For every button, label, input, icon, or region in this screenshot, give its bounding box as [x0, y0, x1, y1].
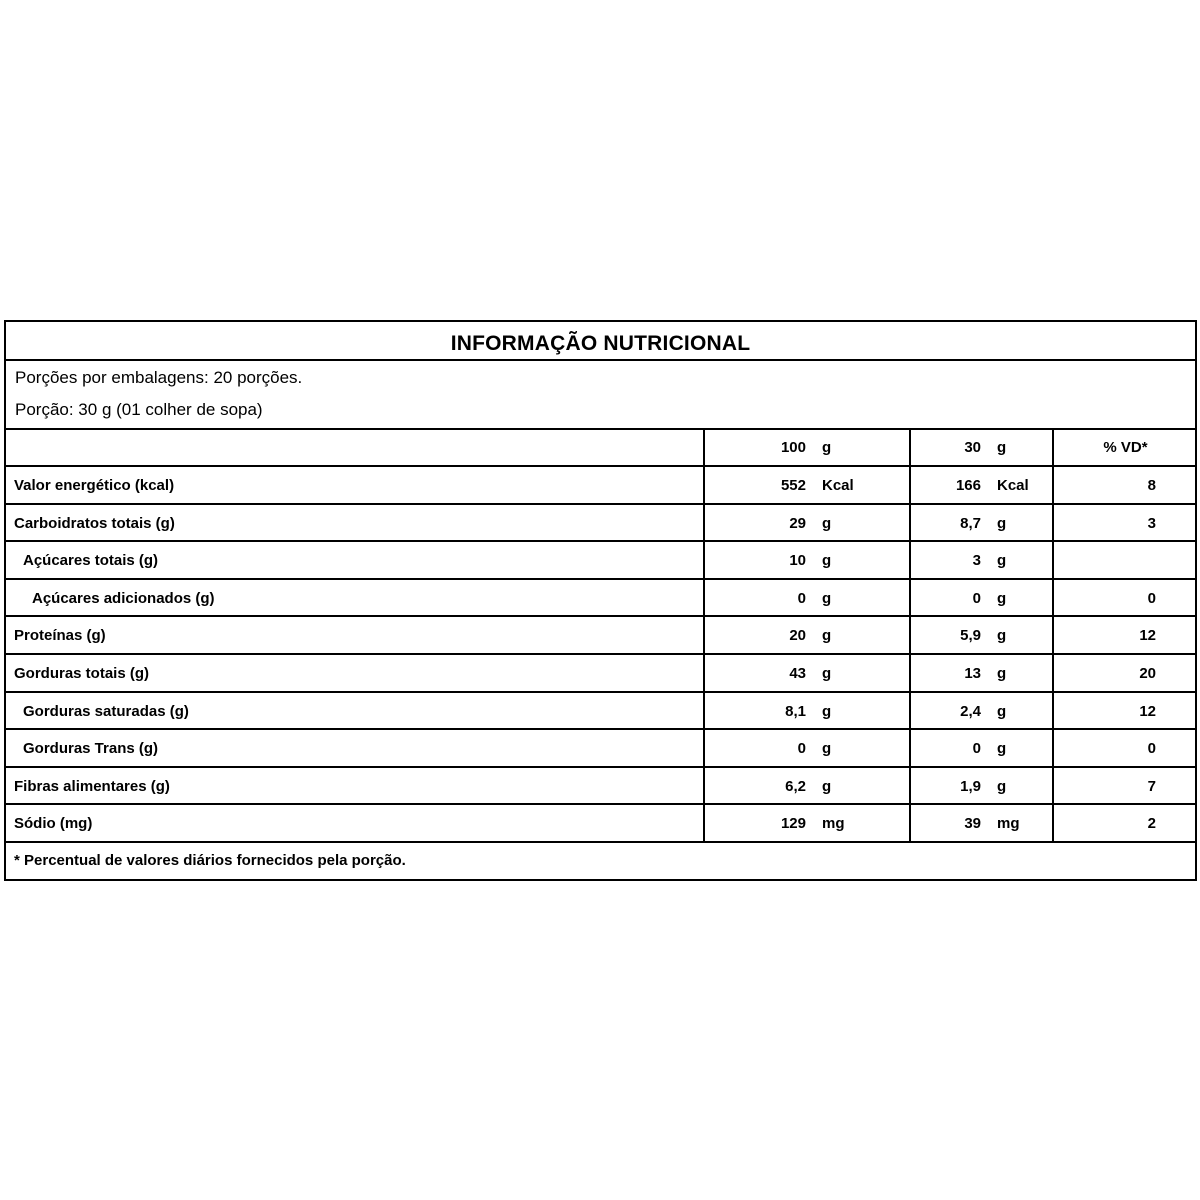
nutrient-label: Valor energético (kcal) — [14, 477, 175, 494]
nutrient-label: Açúcares adicionados (g) — [32, 590, 215, 607]
unit-per-portion: Kcal — [997, 477, 1029, 494]
servings-per-package: Porções por embalagens: 20 porções. — [15, 368, 303, 387]
header-col2-value: 30 — [964, 439, 981, 456]
daily-value-percent: 7 — [1147, 778, 1156, 795]
daily-value-percent: 0 — [1147, 590, 1156, 607]
value-per-100g: 10 — [789, 552, 806, 569]
value-per-portion: 3 — [972, 552, 981, 569]
divider — [6, 615, 1195, 617]
column-divider — [1052, 428, 1054, 843]
daily-value-percent: 0 — [1147, 740, 1156, 757]
footnote: * Percentual de valores diários fornecidos pela porção. — [14, 852, 406, 869]
serving-size: Porção: 30 g (01 colher de sopa) — [15, 400, 263, 419]
value-per-portion: 2,4 — [960, 703, 981, 720]
unit-per-portion: mg — [997, 815, 1020, 832]
value-per-portion: 5,9 — [960, 627, 981, 644]
divider — [6, 540, 1195, 542]
nutrient-label: Gorduras saturadas (g) — [23, 703, 189, 720]
unit-per-portion: g — [997, 740, 1007, 757]
unit-per-100g: g — [822, 740, 832, 757]
daily-value-percent: 20 — [1139, 665, 1156, 682]
column-divider — [909, 428, 911, 843]
unit-per-portion: g — [997, 665, 1007, 682]
value-per-portion: 0 — [972, 590, 981, 607]
unit-per-portion: g — [997, 778, 1007, 795]
unit-per-100g: g — [822, 590, 832, 607]
value-per-portion: 8,7 — [960, 515, 981, 532]
value-per-100g: 129 — [780, 815, 806, 832]
nutrient-label: Fibras alimentares (g) — [14, 778, 170, 795]
nutrient-label: Açúcares totais (g) — [23, 552, 159, 569]
divider — [6, 841, 1195, 843]
value-per-100g: 20 — [789, 627, 806, 644]
daily-value-percent: 8 — [1147, 477, 1156, 494]
table-title: INFORMAÇÃO NUTRICIONAL — [450, 332, 751, 355]
divider — [6, 728, 1195, 730]
value-per-portion: 0 — [972, 740, 981, 757]
unit-per-100g: g — [822, 665, 832, 682]
unit-per-portion: g — [997, 515, 1007, 532]
unit-per-100g: g — [822, 703, 832, 720]
divider — [6, 465, 1195, 467]
divider — [6, 803, 1195, 805]
header-col1-unit: g — [822, 439, 832, 456]
header-col2-unit: g — [997, 439, 1007, 456]
divider — [6, 691, 1195, 693]
value-per-100g: 0 — [797, 740, 806, 757]
nutrient-label: Proteínas (g) — [14, 627, 106, 644]
value-per-100g: 43 — [789, 665, 806, 682]
divider — [6, 653, 1195, 655]
header-col1-value: 100 — [780, 439, 806, 456]
nutrient-label: Carboidratos totais (g) — [14, 515, 175, 532]
divider — [6, 503, 1195, 505]
value-per-100g: 0 — [797, 590, 806, 607]
unit-per-100g: g — [822, 778, 832, 795]
divider — [6, 359, 1195, 361]
nutrient-label: Gorduras totais (g) — [14, 665, 150, 682]
nutrient-label: Sódio (mg) — [14, 815, 93, 832]
value-per-100g: 29 — [789, 515, 806, 532]
divider — [6, 578, 1195, 580]
value-per-portion: 166 — [955, 477, 981, 494]
value-per-portion: 13 — [964, 665, 981, 682]
divider — [6, 428, 1195, 430]
daily-value-percent: 12 — [1139, 703, 1156, 720]
value-per-100g: 552 — [780, 477, 806, 494]
value-per-100g: 6,2 — [785, 778, 806, 795]
value-per-100g: 8,1 — [785, 703, 806, 720]
unit-per-portion: g — [997, 590, 1007, 607]
nutrition-facts-table — [4, 320, 1197, 881]
daily-value-percent: 2 — [1147, 815, 1156, 832]
daily-value-percent: 12 — [1139, 627, 1156, 644]
unit-per-100g: g — [822, 515, 832, 532]
unit-per-portion: g — [997, 627, 1007, 644]
unit-per-portion: g — [997, 703, 1007, 720]
value-per-portion: 39 — [964, 815, 981, 832]
header-vd: % VD* — [1103, 439, 1148, 456]
unit-per-portion: g — [997, 552, 1007, 569]
unit-per-100g: g — [822, 627, 832, 644]
unit-per-100g: mg — [822, 815, 845, 832]
divider — [6, 766, 1195, 768]
column-divider — [703, 428, 705, 843]
unit-per-100g: g — [822, 552, 832, 569]
unit-per-100g: Kcal — [822, 477, 854, 494]
nutrient-label: Gorduras Trans (g) — [23, 740, 159, 757]
value-per-portion: 1,9 — [960, 778, 981, 795]
daily-value-percent: 3 — [1147, 515, 1156, 532]
